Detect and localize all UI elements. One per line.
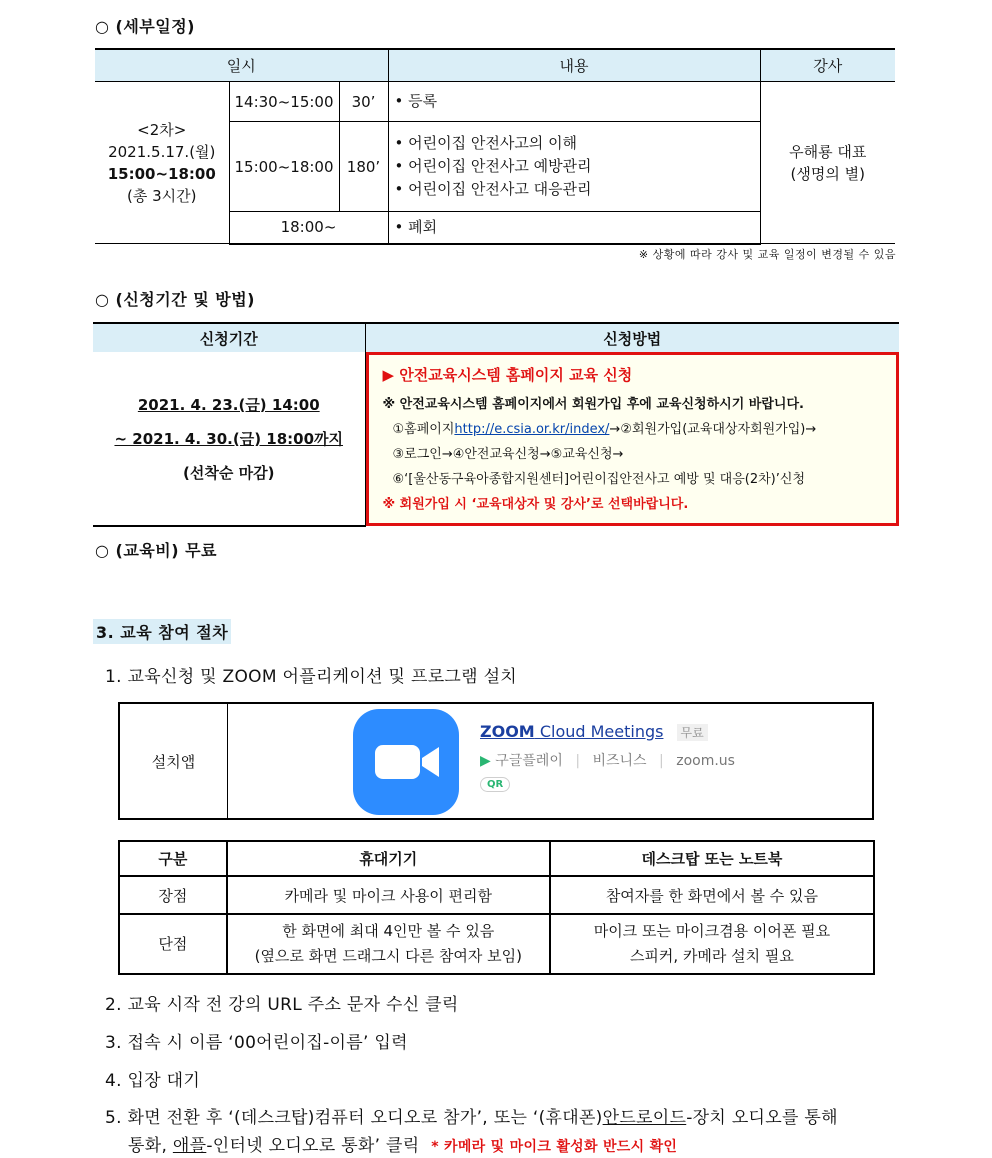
cmp-desktop-pro: 참여자를 한 화면에서 볼 수 있음	[550, 876, 874, 914]
procedure-step1: 1. 교육신청 및 ZOOM 어플리케이션 및 프로그램 설치	[105, 667, 518, 687]
period-note: (선착순 마감)	[183, 463, 275, 482]
schedule-note: ※ 상황에 따라 강사 및 교육 일정이 변경될 수 있음	[638, 248, 896, 261]
procedure-step2: 2. 교육 시작 전 강의 URL 주소 문자 수신 클릭	[105, 995, 459, 1015]
row1-time: 14:30~15:00	[229, 82, 339, 122]
row2-duration: 180’	[339, 122, 388, 212]
session-total: (총 3시간)	[127, 186, 197, 205]
period-end: ~ 2021. 4. 30.(금) 18:00까지	[114, 429, 344, 448]
instructor-org: (생명의 별)	[790, 164, 865, 183]
session-time: 15:00~18:00	[107, 164, 216, 183]
fee-section-title: ○ (교육비) 무료	[95, 541, 218, 560]
row2-time: 15:00~18:00	[229, 122, 339, 212]
procedure-title: 3. 교육 참여 절차	[93, 619, 231, 644]
cmp-row-label: 장점	[119, 876, 227, 914]
session-date: 2021.5.17.(월)	[108, 142, 216, 161]
app-name-link[interactable]	[480, 722, 663, 741]
step5-text-a-rest: -장치 오디오를 통해	[686, 1108, 838, 1128]
homepage-link[interactable]: http://e.csia.or.kr/index/	[454, 422, 610, 437]
schedule-header-datetime: 일시	[95, 49, 388, 82]
play-store-icon: ▶	[480, 753, 491, 769]
schedule-section-title: ○ (세부일정)	[95, 17, 195, 36]
step5-text-b-rest: -인터넷 오디오로 통화’ 클릭	[206, 1136, 420, 1156]
instructor-name: 우해룡 대표	[789, 142, 867, 161]
period-start: 2021. 4. 23.(금) 14:00	[137, 395, 320, 414]
method-step3: ⑥‘[울산동구육아종합지원센터]어린이집안전사고 예방 및 대응(2차)’신청	[392, 472, 805, 487]
method-step1	[383, 417, 887, 442]
step5-text-b: 통화,	[128, 1136, 173, 1156]
apply-period-cell	[93, 352, 365, 526]
app-label: 설치앱	[120, 704, 228, 818]
row2-items	[388, 122, 760, 212]
cmp-header-mobile: 휴대기기	[227, 841, 550, 876]
step1-prefix: ①홈페이지	[392, 422, 455, 437]
method-step2: ③로그인→④안전교육신청→⑤교육신청→	[392, 447, 624, 462]
step1-suffix: →②회원가입(교육대상자회원가입)→	[609, 422, 817, 437]
meta-divider: |	[575, 753, 581, 769]
app-title-row	[480, 722, 708, 741]
method-warning: ※ 회원가입 시 ‘교육대상자 및 강사’로 선택바랍니다.	[382, 497, 689, 512]
apply-table	[93, 322, 899, 527]
cmp-desktop-con-line: 마이크 또는 마이크겸용 이어폰 필요	[593, 922, 831, 940]
device-comparison-table	[118, 840, 875, 975]
app-category: 비즈니스	[592, 753, 647, 769]
schedule-table	[95, 48, 895, 245]
row2-item: • 어린이집 안전사고 예방관리	[394, 157, 592, 175]
session-label: <2차>	[137, 120, 187, 139]
cmp-header-category: 구분	[119, 841, 227, 876]
cmp-desktop-con-line: 스피커, 카메라 설치 필요	[629, 947, 794, 965]
apply-header-period: 신청기간	[93, 323, 365, 352]
row1-duration: 30’	[339, 82, 388, 122]
app-install-box	[118, 702, 874, 820]
row3-item: • 폐회	[388, 212, 760, 244]
step5-warning: * 카메라 및 마이크 활성화 반드시 확인	[431, 1139, 678, 1155]
cmp-header-desktop: 데스크탑 또는 노트북	[550, 841, 874, 876]
apply-section-title: ○ (신청기간 및 방법)	[95, 290, 255, 309]
cmp-mobile-con-line: (옆으로 화면 드래그시 다른 참여자 보임)	[254, 947, 522, 965]
apply-method-cell	[365, 352, 899, 526]
row2-item: • 어린이집 안전사고 대응관리	[394, 180, 592, 198]
step5-apple: 애플	[172, 1136, 207, 1156]
cmp-desktop-con	[550, 914, 874, 974]
method-title: ▶ 안전교육시스템 홈페이지 교육 신청	[382, 366, 633, 384]
meta-divider: |	[659, 753, 664, 769]
procedure-step4: 4. 입장 대기	[105, 1071, 201, 1091]
app-name-rest: Cloud Meetings	[534, 722, 664, 741]
cmp-mobile-pro: 카메라 및 마이크 사용이 편리함	[227, 876, 550, 914]
instructor-cell	[760, 82, 895, 244]
cmp-mobile-con	[227, 914, 550, 974]
step5-android: 안드로이드	[602, 1108, 687, 1128]
procedure-step5-line1	[105, 1103, 838, 1128]
row1-item: • 등록	[388, 82, 760, 122]
schedule-header-content: 내용	[388, 49, 760, 82]
row3-time: 18:00~	[229, 212, 388, 244]
zoom-app-icon[interactable]	[353, 709, 459, 815]
procedure-step3: 3. 접속 시 이름 ‘00어린이집-이름’ 입력	[105, 1033, 408, 1053]
video-camera-icon	[353, 709, 459, 815]
schedule-date-cell	[95, 82, 229, 244]
cmp-row-label: 단점	[119, 914, 227, 974]
procedure-step5-line2	[128, 1131, 677, 1156]
app-meta-row	[480, 750, 735, 770]
app-store: 구글플레이	[495, 753, 563, 769]
schedule-header-instructor: 강사	[760, 49, 895, 82]
method-box	[366, 352, 900, 526]
qr-badge[interactable]: QR	[480, 777, 510, 792]
row2-item: • 어린이집 안전사고의 이해	[394, 134, 578, 152]
app-price: 무료	[677, 724, 708, 741]
apply-header-method: 신청방법	[365, 323, 899, 352]
app-domain: zoom.us	[676, 753, 735, 769]
step5-text-a: 5. 화면 전환 후 ‘(데스크탑)컴퓨터 오디오로 참가’, 또는 ‘(휴대폰)	[105, 1108, 603, 1128]
cmp-mobile-con-line: 한 화면에 최대 4인만 볼 수 있음	[282, 922, 495, 940]
app-name-bold: ZOOM	[480, 722, 535, 741]
method-note: ※ 안전교육시스템 홈페이지에서 회원가입 후에 교육신청하시기 바랍니다.	[382, 397, 804, 412]
